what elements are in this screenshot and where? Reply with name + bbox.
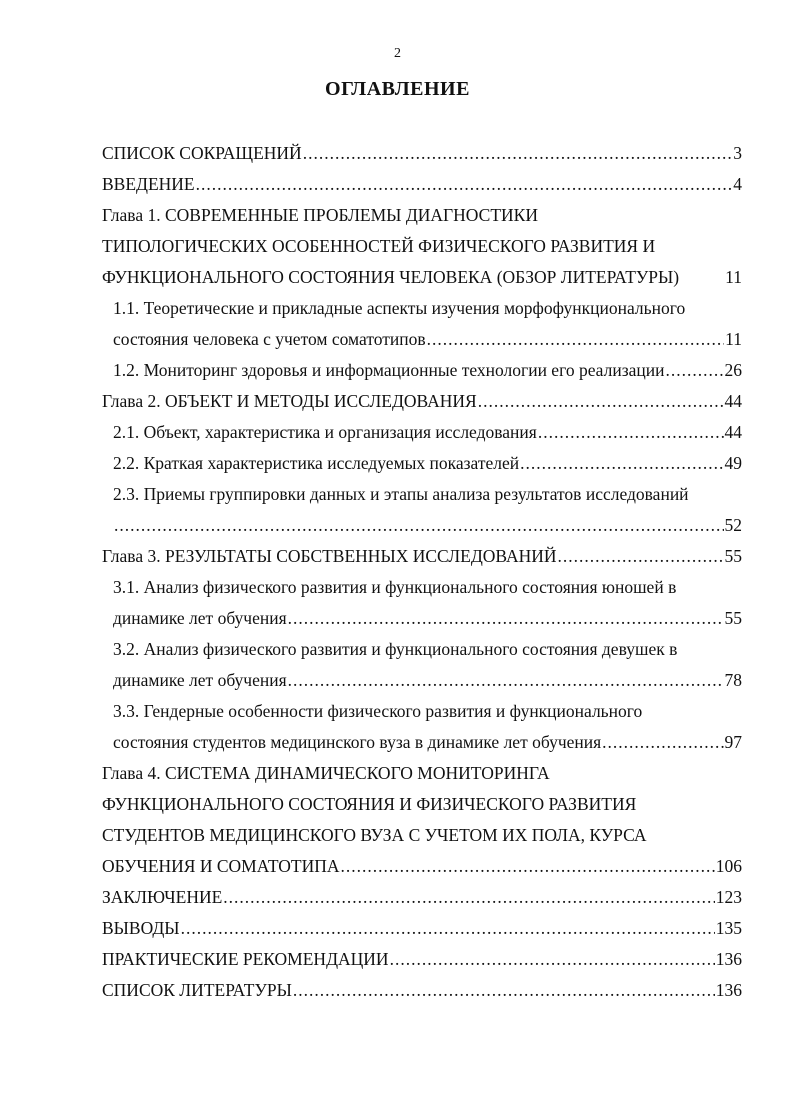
toc-page-number: 49: [724, 453, 742, 473]
toc-page-number: 55: [724, 546, 742, 566]
toc-entry-text-line: Глава 1. СОВРЕМЕННЫЕ ПРОБЛЕМЫ ДИАГНОСТИКИ: [102, 205, 538, 225]
toc-entry-title: ПРАКТИЧЕСКИЕ РЕКОМЕНДАЦИИ: [102, 949, 389, 969]
toc-entry-text-line: 3.2. Анализ физического развития и функционального состояния девушек в: [113, 639, 678, 659]
toc-leader-dots: [196, 169, 733, 200]
toc-entry-title: 2.2. Краткая характеристика исследуемых показателей: [113, 453, 520, 473]
toc-page-number: 97: [724, 732, 742, 752]
toc-entry[interactable]: [102, 758, 742, 882]
toc-page-number: 106: [715, 856, 742, 876]
toc-page-number: 136: [715, 980, 742, 1000]
toc-entry-title: 2.1. Объект, характеристика и организация исследования: [113, 422, 537, 442]
toc-leader-dots: [665, 355, 723, 386]
toc-entry-title: динамике лет обучения: [113, 670, 287, 690]
toc-leader-dots: [181, 913, 715, 944]
toc-entry-text-line: СТУДЕНТОВ МЕДИЦИНСКОГО ВУЗА С УЧЕТОМ ИХ ПОЛА, КУРСА: [102, 825, 647, 845]
table-of-contents: [102, 138, 742, 1006]
toc-leader-dots: [293, 975, 715, 1006]
toc-leader-dots: [427, 324, 724, 355]
toc-entry[interactable]: [102, 634, 742, 696]
toc-page-number: 26: [724, 360, 742, 380]
toc-entry[interactable]: [102, 541, 742, 572]
toc-entry-title: состояния студентов медицинского вуза в динамике лет обучения: [113, 732, 602, 752]
toc-entry[interactable]: [102, 479, 742, 541]
toc-entry-text-line: 3.3. Гендерные особенности физического развития и функционального: [113, 701, 643, 721]
toc-entry-title: Глава 2. ОБЪЕКТ И МЕТОДЫ ИССЛЕДОВАНИЯ: [102, 391, 477, 411]
toc-page-number: 123: [715, 887, 742, 907]
toc-page-number: 44: [724, 391, 742, 411]
toc-leader-dots: [288, 603, 724, 634]
toc-leader-dots: [390, 944, 715, 975]
page-number: 2: [394, 46, 401, 61]
toc-entry-text-line: 3.1. Анализ физического развития и функционального состояния юношей в: [113, 577, 677, 597]
toc-entry-text-line: 1.1. Теоретические и прикладные аспекты изучения морфофункционального: [113, 298, 686, 318]
toc-leader-dots: [223, 882, 714, 913]
toc-entry-title: динамике лет обучения: [113, 608, 287, 628]
toc-entry[interactable]: [102, 293, 742, 355]
toc-entry[interactable]: [102, 696, 742, 758]
toc-entry-title: ОБУЧЕНИЯ И СОМАТОТИПА: [102, 856, 340, 876]
toc-leader-dots: [114, 510, 724, 541]
page-title: ОГЛАВЛЕНИЕ: [325, 78, 470, 100]
toc-entry-title: 1.2. Мониторинг здоровья и информационные технологии его реализации: [113, 360, 665, 380]
toc-leader-dots: [520, 448, 723, 479]
toc-entry[interactable]: [102, 913, 742, 944]
toc-entry-title: ВЫВОДЫ: [102, 918, 180, 938]
toc-entry-title: Глава 3. РЕЗУЛЬТАТЫ СОБСТВЕННЫХ ИССЛЕДОВАНИЙ: [102, 546, 557, 566]
toc-entry-title: СПИСОК ЛИТЕРАТУРЫ: [102, 980, 292, 1000]
toc-page-number: 78: [724, 670, 742, 690]
toc-leader-dots: [478, 386, 724, 417]
toc-entry[interactable]: [102, 572, 742, 634]
toc-page-number: 44: [724, 422, 742, 442]
toc-entry-title: СПИСОК СОКРАЩЕНИЙ: [102, 143, 302, 163]
toc-leader-dots: [602, 727, 723, 758]
toc-entry[interactable]: [102, 169, 742, 200]
toc-page-number: 4: [733, 174, 742, 194]
toc-page-number: 135: [715, 918, 742, 938]
toc-entry[interactable]: [102, 882, 742, 913]
toc-page-number: 11: [725, 329, 742, 349]
toc-entry-title: состояния человека с учетом соматотипов: [113, 329, 426, 349]
toc-leader-dots: [558, 541, 724, 572]
toc-entry-text-line: ФУНКЦИОНАЛЬНОГО СОСТОЯНИЯ И ФИЗИЧЕСКОГО РАЗВИТИЯ: [102, 794, 637, 814]
toc-entry-text-line: Глава 4. СИСТЕМА ДИНАМИЧЕСКОГО МОНИТОРИНГА: [102, 763, 550, 783]
toc-entry-title: ЗАКЛЮЧЕНИЕ: [102, 887, 223, 907]
toc-page-number: 52: [724, 515, 742, 535]
toc-entry[interactable]: [102, 386, 742, 417]
toc-page-number: 3: [733, 143, 742, 163]
toc-entry[interactable]: [102, 355, 742, 386]
toc-page-number: 11: [725, 267, 742, 287]
toc-entry[interactable]: [102, 944, 742, 975]
toc-page-number: 136: [715, 949, 742, 969]
toc-entry[interactable]: [102, 138, 742, 169]
toc-page-number: 55: [724, 608, 742, 628]
toc-leader-dots: [341, 851, 715, 882]
toc-leader-dots: [288, 665, 724, 696]
toc-entry[interactable]: [102, 448, 742, 479]
toc-entry-title: ВВЕДЕНИЕ: [102, 174, 195, 194]
toc-entry[interactable]: [102, 417, 742, 448]
toc-leader-dots: [538, 417, 724, 448]
toc-entry[interactable]: [102, 200, 742, 293]
toc-entry-text-line: ТИПОЛОГИЧЕСКИХ ОСОБЕННОСТЕЙ ФИЗИЧЕСКОГО РАЗВИТИЯ И: [102, 236, 656, 256]
toc-entry-text-line: 2.3. Приемы группировки данных и этапы анализа результатов исследований: [113, 484, 689, 504]
toc-entry-title: ФУНКЦИОНАЛЬНОГО СОСТОЯНИЯ ЧЕЛОВЕКА (ОБЗОР ЛИТЕРАТУРЫ): [102, 267, 680, 287]
toc-entry[interactable]: [102, 975, 742, 1006]
toc-leader-dots: [303, 138, 733, 169]
